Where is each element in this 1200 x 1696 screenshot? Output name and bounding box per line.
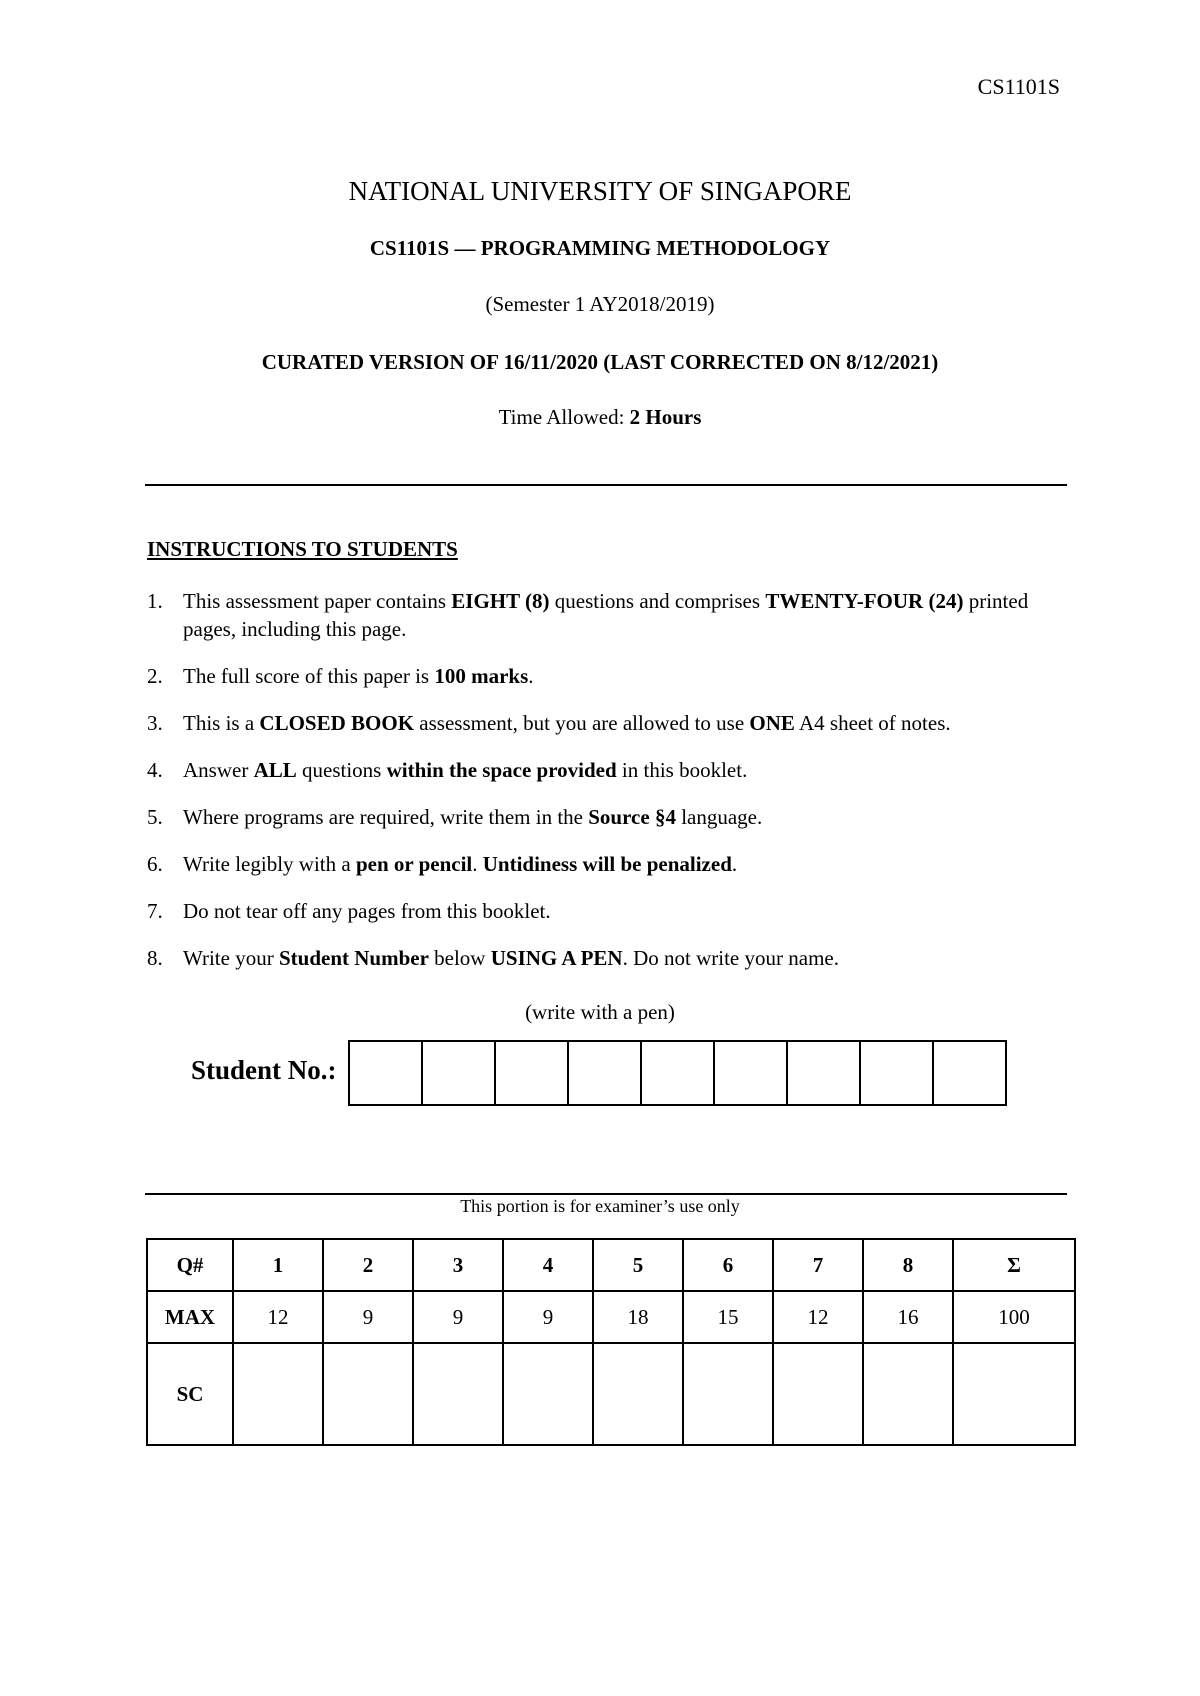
table-cell: 7 (773, 1239, 863, 1291)
list-item (147, 944, 1072, 972)
instructions-heading: INSTRUCTIONS TO STUDENTS (147, 537, 458, 561)
table-cell: Q# (147, 1239, 233, 1291)
divider-examiner (145, 1193, 1067, 1195)
list-item (147, 709, 1072, 737)
instruction-text: printed pages, including this page. (183, 589, 1029, 641)
list-item-number: 5. (147, 805, 163, 829)
list-item-number: 3. (147, 711, 163, 735)
score-table (146, 1238, 1076, 1446)
table-cell[interactable] (863, 1343, 953, 1445)
student-number-box[interactable] (423, 1042, 496, 1104)
time-allowed (0, 405, 1200, 430)
instruction-text: Write your (183, 946, 279, 970)
table-cell: 9 (323, 1291, 413, 1343)
table-cell: 3 (413, 1239, 503, 1291)
time-allowed-value: 2 Hours (629, 405, 702, 429)
table-cell: SC (147, 1343, 233, 1445)
instruction-text: . Do not write your name. (622, 946, 839, 970)
student-number-box[interactable] (788, 1042, 861, 1104)
emphasis-text: Source §4 (588, 805, 676, 829)
instruction-text: below (428, 946, 491, 970)
instruction-text: . (731, 852, 738, 876)
instruction-text: in this booklet. (616, 758, 748, 782)
list-item (147, 803, 1072, 831)
emphasis-text: Student Number (278, 946, 429, 970)
instruction-text: language. (675, 805, 763, 829)
instruction-text: . (528, 664, 534, 688)
table-cell[interactable] (233, 1343, 323, 1445)
list-item (147, 850, 1072, 878)
curated-version: CURATED VERSION OF 16/11/2020 (LAST CORRECTED ON 8/12/2021) (261, 350, 939, 374)
table-cell: 12 (773, 1291, 863, 1343)
table-cell: 12 (233, 1291, 323, 1343)
instruction-text: Write legibly with a (183, 852, 356, 876)
list-item (147, 662, 1072, 690)
instruction-text: . (472, 852, 483, 876)
table-row-max (147, 1291, 1075, 1343)
instruction-text: Do not tear off any pages from this booklet. (183, 899, 551, 923)
list-item (147, 587, 1072, 643)
list-item-number: 8. (147, 946, 163, 970)
table-cell: 2 (323, 1239, 413, 1291)
table-cell[interactable] (323, 1343, 413, 1445)
student-number-box[interactable] (715, 1042, 788, 1104)
table-cell: 5 (593, 1239, 683, 1291)
table-cell[interactable] (683, 1343, 773, 1445)
table-cell: 8 (863, 1239, 953, 1291)
instruction-text: Answer (183, 758, 254, 782)
table-cell[interactable] (953, 1343, 1075, 1445)
list-item-number: 1. (147, 589, 163, 613)
instruction-text: assessment, but you are allowed to use (414, 711, 750, 735)
list-item-number: 7. (147, 899, 163, 923)
emphasis-text: TWENTY-FOUR (24) (765, 589, 964, 613)
time-allowed-label: Time Allowed: (498, 405, 630, 429)
student-number-box[interactable] (934, 1042, 1005, 1104)
instruction-text: This is a (183, 711, 260, 735)
student-number-boxes (348, 1040, 1007, 1106)
emphasis-text: EIGHT (8) (451, 589, 550, 613)
semester: (Semester 1 AY2018/2019) (485, 292, 715, 316)
instruction-text: This assessment paper contains (183, 589, 452, 613)
table-cell: 4 (503, 1239, 593, 1291)
table-cell: 18 (593, 1291, 683, 1343)
emphasis-text: within the space provided (386, 758, 617, 782)
instruction-text: questions and comprises (549, 589, 766, 613)
page-code: CS1101S (977, 74, 1060, 99)
student-number-box[interactable] (642, 1042, 715, 1104)
course-title: CS1101S — PROGRAMMING METHODOLOGY (369, 236, 831, 260)
table-cell: 15 (683, 1291, 773, 1343)
write-with-pen-note: (write with a pen) (525, 1000, 675, 1024)
instruction-text: The full score of this paper is (183, 664, 435, 688)
instruction-text: A4 sheet of notes. (794, 711, 951, 735)
table-cell[interactable] (773, 1343, 863, 1445)
table-cell: MAX (147, 1291, 233, 1343)
table-cell[interactable] (503, 1343, 593, 1445)
list-item-number: 4. (147, 758, 163, 782)
instructions-list (147, 587, 1072, 991)
table-cell: Σ (953, 1239, 1075, 1291)
list-item (147, 756, 1072, 784)
examiner-note: This portion is for examiner’s use only (460, 1196, 740, 1216)
student-number-box[interactable] (350, 1042, 423, 1104)
table-cell: 6 (683, 1239, 773, 1291)
emphasis-text: pen or pencil (355, 852, 473, 876)
list-item-number: 2. (147, 664, 163, 688)
table-cell: 100 (953, 1291, 1075, 1343)
emphasis-text: CLOSED BOOK (259, 711, 415, 735)
table-cell[interactable] (413, 1343, 503, 1445)
student-number-box[interactable] (569, 1042, 642, 1104)
table-cell[interactable] (593, 1343, 683, 1445)
student-number-box[interactable] (861, 1042, 934, 1104)
emphasis-text: ONE (749, 711, 795, 735)
divider-top (145, 484, 1067, 486)
university-name: NATIONAL UNIVERSITY OF SINGAPORE (348, 176, 852, 206)
table-row-score (147, 1343, 1075, 1445)
table-cell: 9 (503, 1291, 593, 1343)
table-cell: 16 (863, 1291, 953, 1343)
table-cell: 1 (233, 1239, 323, 1291)
emphasis-text: Untidiness will be penalized (482, 852, 732, 876)
table-row-questions (147, 1239, 1075, 1291)
list-item (147, 897, 1072, 925)
list-item-number: 6. (147, 852, 163, 876)
emphasis-text: ALL (253, 758, 297, 782)
table-cell: 9 (413, 1291, 503, 1343)
emphasis-text: 100 marks (434, 664, 529, 688)
emphasis-text: USING A PEN (490, 946, 623, 970)
student-number-box[interactable] (496, 1042, 569, 1104)
instruction-text: questions (296, 758, 387, 782)
instruction-text: Where programs are required, write them in the (183, 805, 589, 829)
student-number-label: Student No.: (191, 1055, 337, 1085)
